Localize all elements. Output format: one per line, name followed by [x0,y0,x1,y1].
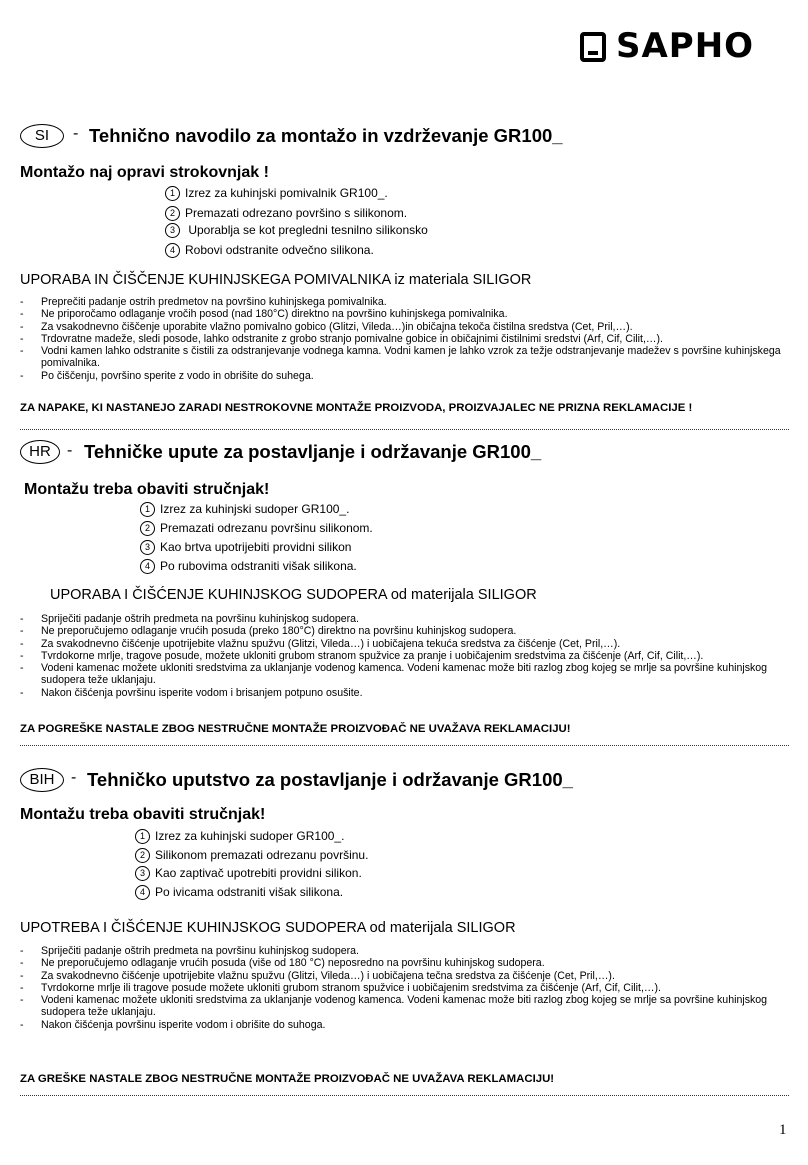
section-subtitle-hr: Montažu treba obaviti stručnjak! [24,481,270,498]
warning-si: ZA NAPAKE, KI NASTANEJO ZARADI NESTROKOVNE MONTAŽE PROIZVODA, PROIZVAJALEC NE PRIZNA REKLAMACIJE ! [20,402,693,414]
list-item: - Za svakodnevno čišćenje upotrijebite vlažnu spužvu (Glitzi, Vileda…) i uobičajena tečna sredstva za čišćenje (Cet, Pril,…). [20,970,790,982]
section-subtitle-bih: Montažu treba obaviti stručnjak! [20,806,266,823]
warning-hr: ZA POGREŠKE NASTALE ZBOG NESTRUČNE MONTAŽE PROIZVOĐAČ NE UVAŽAVA REKLAMACIJU! [20,723,571,735]
page-number: 1 [779,1122,787,1138]
warning-bih: ZA GREŠKE NASTALE ZBOG NESTRUČNE MONTAŽE PROIZVOĐAČ NE UVAŽAVA REKLAMACIJU! [20,1073,555,1085]
circled-number-icon: 3 [135,866,150,881]
list-item: - Trdovratne madeže, sledi posode, lahko odstranite z grobo stranjo pomivalne gobice in običajnimi čistilnimi sredstvi (Arf, Cif, Cilit,…). [20,333,790,345]
section-subtitle-si: Montažo naj opravi strokovnjak ! [20,164,269,181]
list-item: - Po čiščenju, površino sperite z vodo in obrišite do suhega. [20,370,790,382]
list-item: - Nakon čišćenja površinu isperite vodom i brisanjem potpuno osušite. [20,687,790,699]
circled-number-icon: 1 [165,186,180,201]
step-hr-3: 3 Kao brtva upotrijebiti providni silikon [140,540,351,555]
sapho-logo [580,26,762,68]
circled-number-icon: 4 [135,885,150,900]
logo-text: SAPHO [616,26,755,66]
circled-number-icon: 4 [140,559,155,574]
section-title-bih: Tehničko uputstvo za postavljanje i održavanje GR100_ [87,769,573,790]
language-badge-bih: BIH [20,768,64,792]
section-divider [20,745,789,746]
circled-number-icon: 2 [165,206,180,221]
list-item: - Nakon čišćenja površinu isperite vodom i obrišite do suhoga. [20,1019,790,1031]
language-badge-hr: HR [20,440,60,464]
step-si-2: 2 Premazati odrezano površino s silikonom. [165,206,407,221]
usage-list-hr [20,613,790,699]
language-badge-si: SI [20,124,64,148]
step-hr-1: 1 Izrez za kuhinjski sudoper GR100_. [140,502,349,517]
usage-title-bih: UPOTREBA I ČIŠĆENJE KUHINJSKOG SUDOPERA od materijala SILIGOR [20,920,516,936]
step-si-4: 4 Robovi odstranite odvečno silikona. [165,243,374,258]
list-item: - Vodeni kamenac možete ukloniti sredstvima za uklanjanje vodenog kamenca. Vodeni kamenac može biti razlog zbog kojeg se mrlje sa površine kuhinjskog sudopera teže uklanjaju. [20,662,790,687]
circled-number-icon: 1 [140,502,155,517]
step-si-3: 3 Uporablja se kot pregledni tesnilno silikonsko [165,223,428,238]
step-hr-2: 2 Premazati odrezanu površinu silikonom. [140,521,373,536]
list-item: - Tvrdokorne mrlje, tragove posude, možete ukloniti grubom stranom spužvice za pranje i uobičajenim sredstvima za čišćenje (Arf, Cif, Cilit,…). [20,650,790,662]
step-bih-1: 1 Izrez za kuhinjski sudoper GR100_. [135,829,344,844]
section-title-si: Tehnično navodilo za montažo in vzdrževanje GR100_ [89,125,563,146]
usage-title-si: UPORABA IN ČIŠČENJE KUHINJSKEGA POMIVALNIKA iz materiala SILIGOR [20,272,532,288]
list-item: - Tvrdokorne mrlje ili tragove posude možete ukloniti grubom stranom spužvice i uobičajenim sredstvima za čišćenje (Arf, Cif, Cilit,…). [20,982,790,994]
step-bih-3: 3 Kao zaptivač upotrebiti providni silikon. [135,866,362,881]
usage-list-bih [20,945,790,1031]
list-item: - Preprečiti padanje ostrih predmetov na površino kuhinjskega pomivalnika. [20,296,790,308]
circled-number-icon: 2 [135,848,150,863]
title-dash: - [67,442,73,459]
step-si-1: 1 Izrez za kuhinjski pomivalnik GR100_. [165,186,388,201]
usage-list-si [20,296,790,382]
list-item: - Za svakodnevno čišćenje upotrijebite vlažnu spužvu (Glitzi, Vileda…) i uobičajena tekuća sredstva za čišćenje (Cet, Pril,…). [20,638,790,650]
section-divider [20,429,789,430]
list-item: - Vodni kamen lahko odstranite s čistili za odstranjevanje vodnega kamna. Vodni kamen je lahko vzrok za težje odstranjevanje madežev s površine kuhinjskega pomivalnika. [20,345,790,370]
list-item: - Ne preporučujemo odlaganje vrućih posuda (više od 180 °C) neposredno na površinu kuhinjskog sudopera. [20,957,790,969]
list-item: - Vodeni kamenac možete ukloniti sredstvima za uklanjanje vodenog kamenca. Vodeni kamenac može biti razlog zbog kojeg se mrlje sa površine kuhinjskog sudopera teže uklanjaju. [20,994,790,1019]
list-item: - Za vsakodnevno čiščenje uporabite vlažno pomivalno gobico (Glitzi, Vileda…)in običajna tekoča čistilna sredstva (Cet, Pril,…). [20,321,790,333]
list-item: - Spriječiti padanje oštrih predmeta na površinu kuhinjskog sudopera. [20,945,790,957]
step-bih-4: 4 Po ivicama odstraniti višak silikona. [135,885,343,900]
step-bih-2: 2 Silikonom premazati odrezanu površinu. [135,848,368,863]
section-title-hr: Tehničke upute za postavljanje i održavanje GR100_ [84,441,542,462]
step-hr-4: 4 Po rubovima odstraniti višak silikona. [140,559,357,574]
circled-number-icon: 2 [140,521,155,536]
circled-number-icon: 3 [165,223,180,238]
list-item: - Ne preporučujemo odlaganje vrućih posuda (preko 180°C) direktno na površinu kuhinjskog sudopera. [20,625,790,637]
section-divider [20,1095,789,1096]
list-item: - Ne priporočamo odlaganje vročih posod (nad 180°C) direktno na površino kuhinjskega pomivalnika. [20,308,790,320]
title-dash: - [71,769,77,786]
circled-number-icon: 1 [135,829,150,844]
title-dash: - [73,125,79,142]
usage-title-hr: UPORABA I ČIŠĆENJE KUHINJSKOG SUDOPERA od materijala SILIGOR [50,587,537,603]
circled-number-icon: 3 [140,540,155,555]
logo-mark-icon [580,32,606,62]
circled-number-icon: 4 [165,243,180,258]
list-item: - Spriječiti padanje oštrih predmeta na površinu kuhinjskog sudopera. [20,613,790,625]
